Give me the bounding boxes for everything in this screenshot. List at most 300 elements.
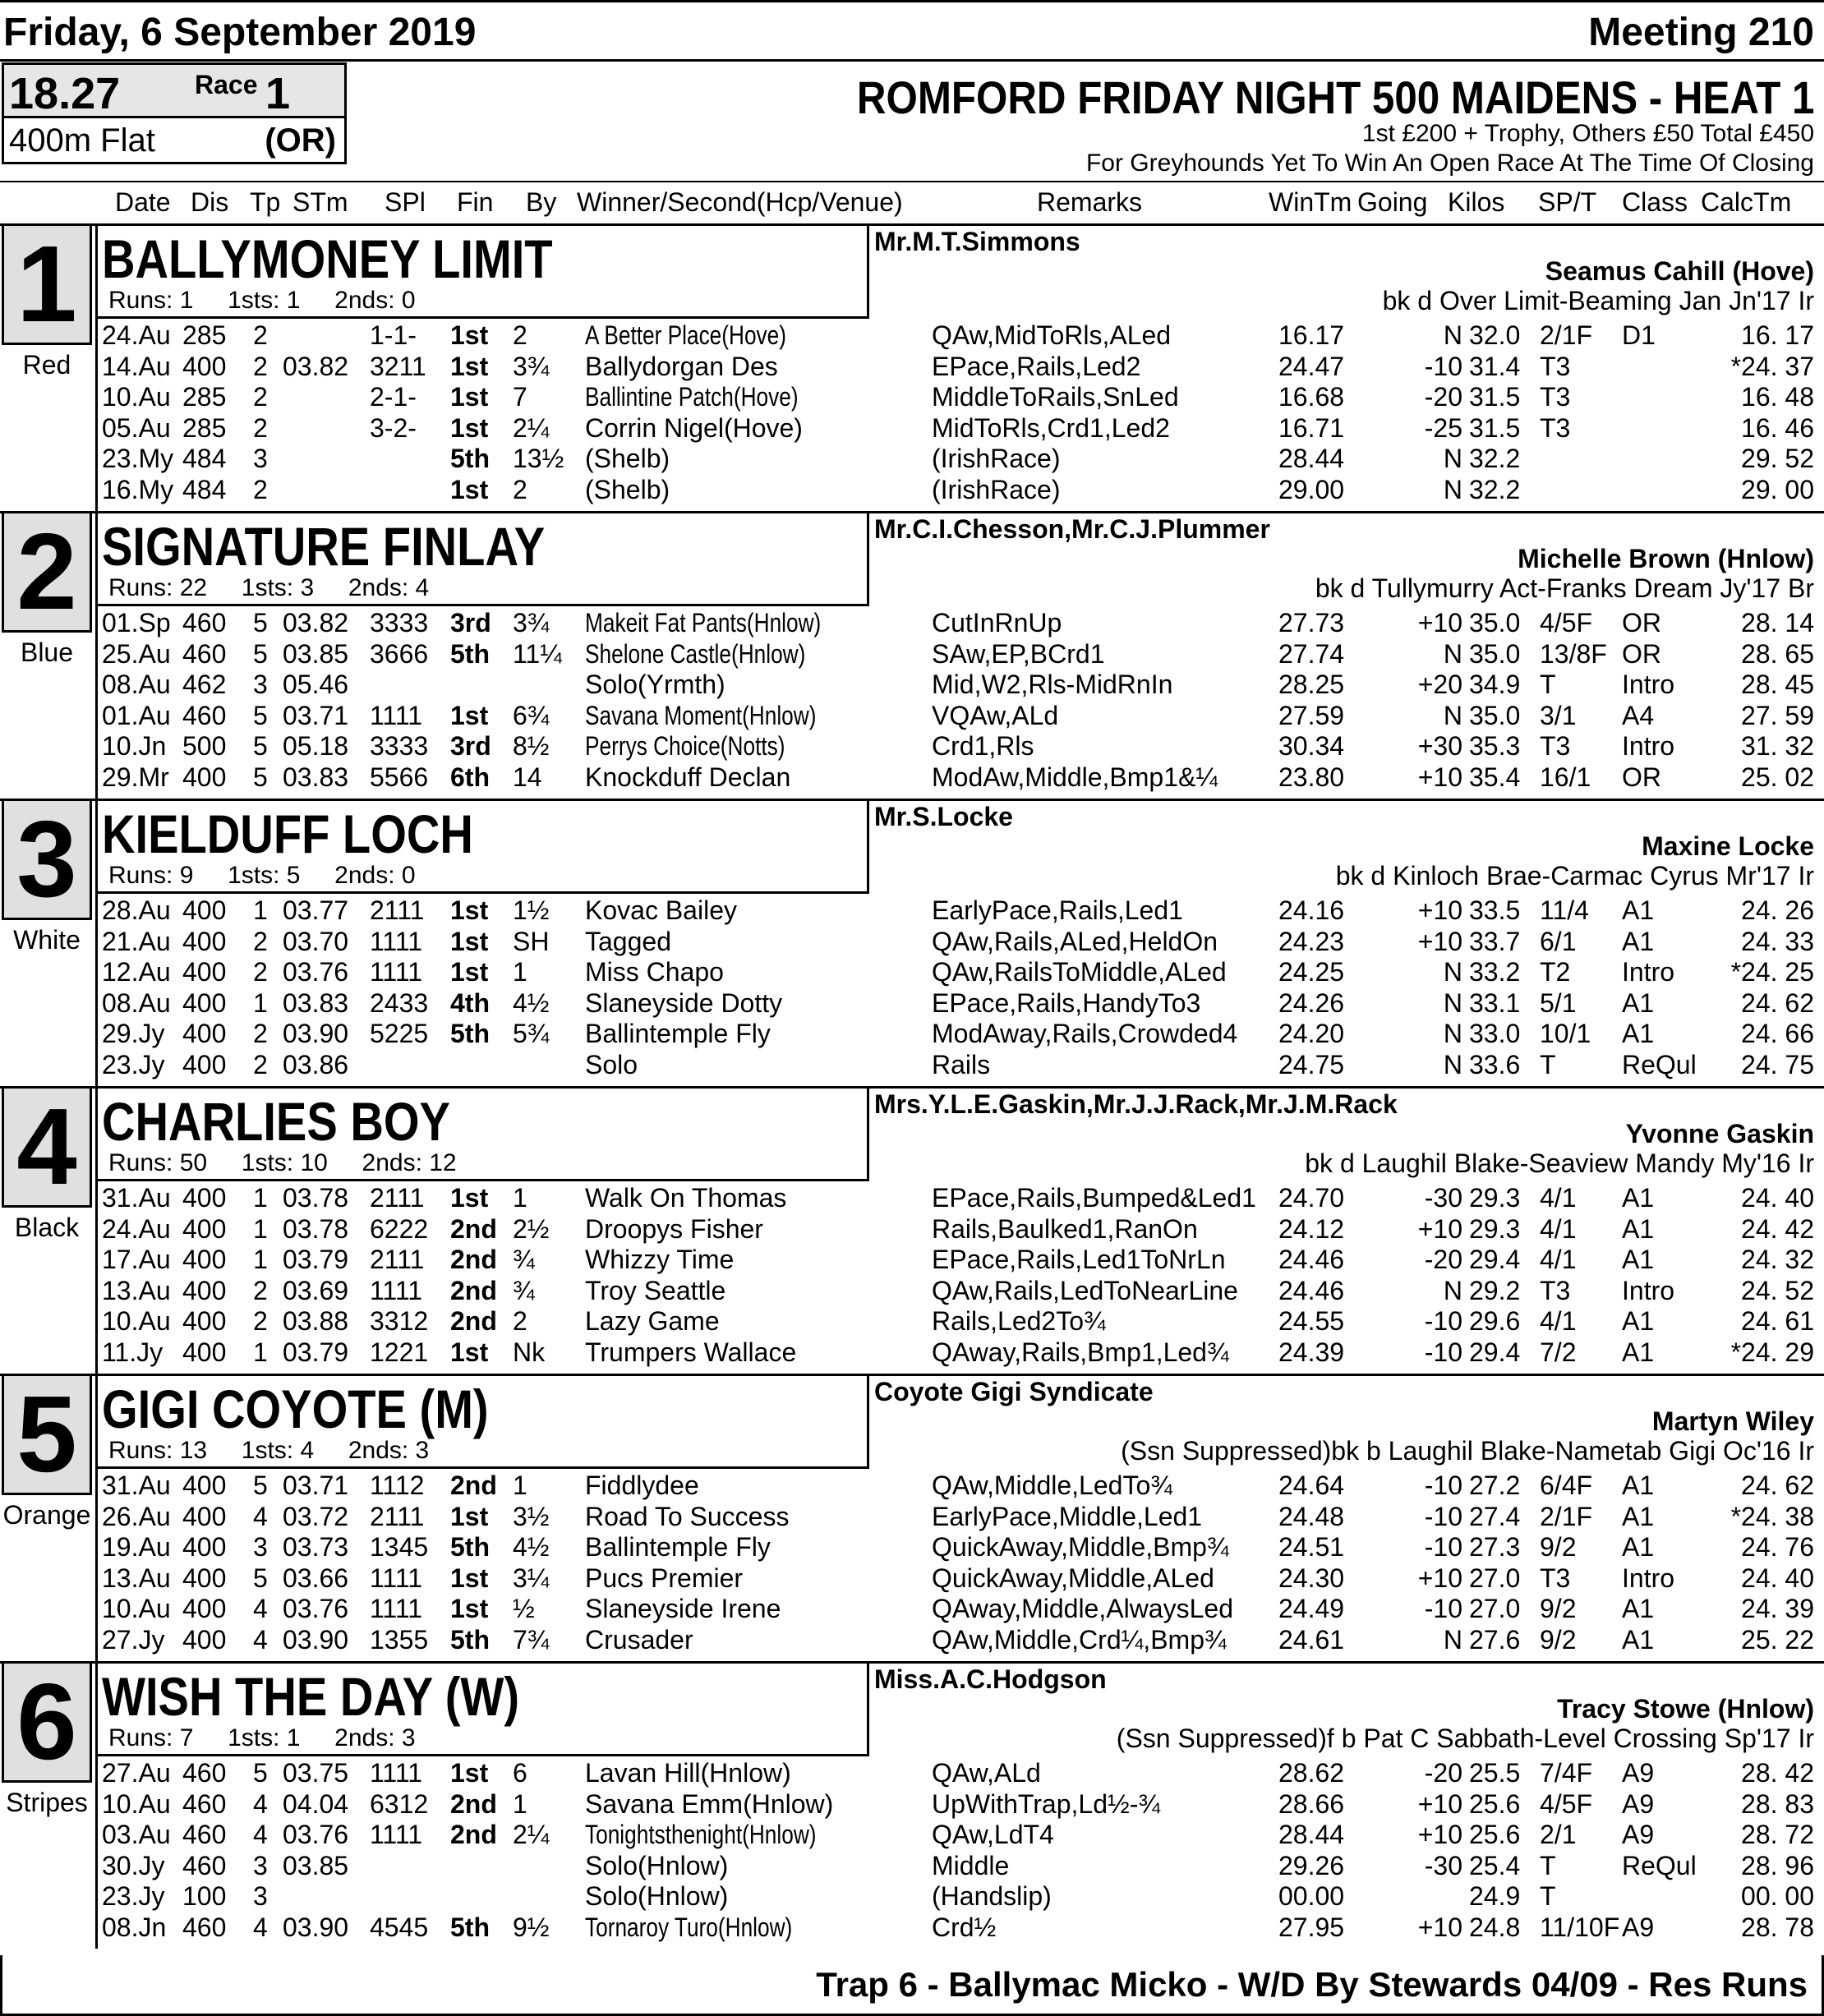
form-tp: 2	[253, 382, 268, 412]
form-date: 08.Au	[102, 987, 171, 1018]
form-remarks: MiddleToRails,SnLed	[932, 382, 1179, 412]
form-stm: 03.72	[283, 1501, 349, 1531]
race-label: Race	[195, 70, 258, 99]
dog-record	[108, 1149, 457, 1177]
col-calctm: CalcTm	[1701, 187, 1792, 217]
col-remarks: Remarks	[1037, 187, 1143, 217]
form-fin: 2nd	[450, 1213, 497, 1244]
form-calc: 25. 02	[1741, 762, 1814, 792]
form-by: 2¼	[513, 1820, 550, 1849]
form-wintm: 24.55	[1278, 1306, 1345, 1336]
form-calc: 24. 39	[1741, 1594, 1814, 1623]
form-wintm: 27.95	[1278, 1912, 1345, 1942]
form-by: ¾	[513, 1245, 535, 1274]
form-sp: 5/1	[1540, 987, 1577, 1018]
form-cls: A1	[1622, 1501, 1655, 1531]
form-going: -20	[1424, 1758, 1462, 1788]
form-spl: 1111	[370, 1594, 423, 1623]
form-going: -10	[1424, 1501, 1462, 1531]
form-tp: 5	[253, 700, 268, 730]
form-spl: 3666	[370, 638, 429, 669]
form-remarks: QuickAway,Middle,ALed	[932, 1563, 1214, 1593]
form-going: N	[1443, 1019, 1462, 1048]
form-fin: 1st	[450, 382, 489, 412]
form-fin: 1st	[450, 351, 489, 381]
form-fin: 1st	[450, 1337, 489, 1367]
form-cls: Intro	[1622, 670, 1675, 699]
form-calc: 24. 40	[1741, 1183, 1814, 1213]
form-sp: 4/5F	[1540, 1788, 1593, 1819]
form-dis: 460	[182, 1788, 227, 1819]
form-wintm: 24.61	[1278, 1624, 1345, 1655]
form-calc: 16. 46	[1741, 412, 1814, 443]
form-remarks: CutInRnUp	[932, 608, 1062, 637]
form-calc: *24. 38	[1730, 1501, 1814, 1531]
form-tp: 5	[253, 1471, 268, 1500]
form-kilos: 33.6	[1469, 1049, 1521, 1079]
form-dis: 400	[182, 1183, 227, 1213]
form-kilos: 32.2	[1469, 444, 1521, 473]
form-wintm: 28.44	[1278, 444, 1345, 473]
top-border	[0, 0, 1824, 2]
form-winner: Shelone Castle(Hnlow)	[585, 638, 806, 669]
dog-owner: Mr.C.I.Chesson,Mr.C.J.Plummer	[874, 514, 1270, 544]
form-tp: 2	[253, 1306, 268, 1336]
form-going: +10	[1417, 1788, 1462, 1819]
form-cls: OR	[1622, 638, 1661, 669]
form-remarks: ModAway,Rails,Crowded4	[932, 1019, 1238, 1048]
form-remarks: Middle	[932, 1850, 1010, 1880]
dog-owner: Miss.A.C.Hodgson	[874, 1664, 1107, 1694]
form-calc: 24. 52	[1741, 1275, 1814, 1305]
form-cls: A9	[1622, 1788, 1655, 1819]
form-dis: 460	[182, 700, 227, 730]
form-going: +10	[1417, 926, 1462, 956]
form-spl: 1-1-	[370, 320, 417, 350]
form-wintm: 24.46	[1278, 1275, 1345, 1305]
form-dis: 285	[182, 382, 227, 412]
form-winner: Crusader	[585, 1624, 693, 1655]
form-stm: 03.90	[283, 1019, 349, 1048]
form-going: +10	[1417, 1213, 1462, 1244]
form-dis: 400	[182, 1501, 227, 1531]
form-by: 6¾	[513, 700, 550, 730]
form-calc: 24. 61	[1741, 1306, 1814, 1336]
trap-colour: Blue	[20, 637, 74, 667]
meeting-number: Meeting 210	[1588, 11, 1814, 54]
form-fin: 1st	[450, 320, 489, 350]
header-divider	[0, 59, 1824, 62]
form-date: 27.Au	[102, 1758, 171, 1788]
runs-count: Runs: 9	[108, 862, 194, 889]
form-tp: 2	[253, 926, 268, 956]
form-stm: 03.82	[283, 351, 349, 381]
form-stm: 03.66	[283, 1563, 349, 1593]
form-going: N	[1443, 444, 1462, 473]
form-remarks: SAw,EP,BCrd1	[932, 638, 1105, 669]
form-kilos: 25.4	[1469, 1850, 1521, 1880]
form-by: 6	[513, 1758, 527, 1788]
form-cls: A1	[1622, 895, 1655, 925]
firsts-count: 1sts: 1	[228, 1724, 301, 1751]
form-date: 29.Jy	[102, 1019, 165, 1048]
form-cls: ReQul	[1622, 1049, 1697, 1079]
form-calc: 00. 00	[1741, 1881, 1814, 1911]
form-dis: 400	[182, 762, 227, 792]
form-date: 17.Au	[102, 1245, 171, 1274]
form-fin: 2nd	[450, 1788, 497, 1819]
form-wintm: 24.25	[1278, 957, 1345, 987]
form-going: +20	[1417, 670, 1462, 699]
form-winner: Solo(Hnlow)	[585, 1850, 729, 1880]
form-dis: 460	[182, 1820, 227, 1849]
form-sp: 6/1	[1540, 926, 1577, 956]
form-fin: 1st	[450, 926, 489, 956]
form-remarks: EarlyPace,Rails,Led1	[932, 895, 1183, 925]
form-by: 1½	[513, 895, 550, 925]
form-date: 08.Au	[102, 670, 171, 699]
dog-owner: Mr.S.Locke	[874, 802, 1013, 831]
form-date: 10.Au	[102, 1594, 171, 1623]
form-winner: Ballintine Patch(Hove)	[585, 382, 799, 412]
form-date: 21.Au	[102, 926, 171, 956]
dog-name-box	[97, 1661, 869, 1756]
form-stm: 03.78	[283, 1183, 349, 1213]
race-info-box	[2, 62, 347, 164]
form-calc: 24. 33	[1741, 926, 1814, 956]
form-by: 3¾	[513, 608, 550, 637]
dog-name: KIELDUFF LOCH	[102, 803, 473, 864]
form-fin: 4th	[450, 987, 490, 1018]
footer-note: Trap 6 - Ballymac Micko - W/D By Stewards 04/09 - Res Runs	[816, 1965, 1808, 2004]
form-by: 1	[513, 1471, 527, 1500]
dog-trainer: Yvonne Gaskin	[1625, 1119, 1814, 1148]
form-winner: Droopys Fisher	[585, 1213, 763, 1244]
form-spl: 1221	[370, 1337, 429, 1367]
dog-name: SIGNATURE FINLAY	[102, 516, 546, 577]
form-sp: T3	[1540, 731, 1571, 761]
form-going: -10	[1424, 1532, 1462, 1562]
form-wintm: 27.73	[1278, 608, 1345, 637]
firsts-count: 1sts: 10	[241, 1149, 328, 1176]
form-fin: 5th	[450, 1624, 490, 1655]
form-winner: Slaneyside Dotty	[585, 987, 783, 1018]
form-remarks: Crd½	[932, 1912, 997, 1942]
form-going: N	[1443, 474, 1462, 504]
form-calc: 28. 96	[1741, 1850, 1814, 1880]
form-dis: 400	[182, 1245, 227, 1274]
form-going: +10	[1417, 1912, 1462, 1942]
form-date: 24.Au	[102, 320, 171, 350]
form-sp: 7/2	[1540, 1337, 1577, 1367]
dog-name: WISH THE DAY (W)	[102, 1666, 520, 1727]
form-remarks: EPace,Rails,Led2	[932, 351, 1141, 381]
firsts-count: 1sts: 4	[241, 1437, 315, 1464]
form-cls: A1	[1622, 1245, 1655, 1274]
col-dis: Dis	[191, 187, 229, 217]
form-fin: 5th	[450, 638, 490, 669]
form-remarks: EarlyPace,Middle,Led1	[932, 1501, 1203, 1531]
form-dis: 460	[182, 638, 227, 669]
form-winner: Savana Emm(Hnlow)	[585, 1788, 834, 1819]
form-kilos: 27.6	[1469, 1624, 1521, 1655]
form-wintm: 24.51	[1278, 1532, 1345, 1562]
form-going: +10	[1417, 1820, 1462, 1849]
form-by: 13½	[513, 444, 564, 473]
form-stm: 03.75	[283, 1758, 349, 1788]
form-tp: 1	[253, 1337, 268, 1367]
form-stm: 03.83	[283, 762, 349, 792]
form-stm: 04.04	[283, 1788, 349, 1819]
form-winner: Solo(Yrmth)	[585, 670, 725, 699]
form-kilos: 29.3	[1469, 1183, 1521, 1213]
dog-name-box	[97, 799, 869, 894]
form-cls: A1	[1622, 1624, 1655, 1655]
form-spl: 6312	[370, 1788, 429, 1819]
form-fin: 1st	[450, 412, 489, 443]
form-dis: 400	[182, 1624, 227, 1655]
dog-trainer: Michelle Brown (Hnlow)	[1518, 544, 1814, 573]
form-going: N	[1443, 638, 1462, 669]
form-winner: Solo	[585, 1049, 638, 1079]
form-sp: 9/2	[1540, 1594, 1577, 1623]
form-tp: 4	[253, 1624, 268, 1655]
form-fin: 1st	[450, 1758, 489, 1788]
form-tp: 2	[253, 957, 268, 987]
form-winner: Troy Seattle	[585, 1275, 726, 1305]
form-remarks: EPace,Rails,Bumped&Led1	[932, 1183, 1256, 1213]
dog-owner: Mrs.Y.L.E.Gaskin,Mr.J.J.Rack,Mr.J.M.Rack	[874, 1089, 1398, 1119]
form-dis: 484	[182, 474, 227, 504]
form-stm: 05.18	[283, 731, 349, 761]
form-kilos: 31.5	[1469, 382, 1521, 412]
form-kilos: 27.4	[1469, 1501, 1521, 1531]
form-wintm: 24.75	[1278, 1049, 1345, 1079]
dog-name-box	[97, 511, 869, 606]
form-date: 16.My	[102, 474, 174, 504]
form-stm: 03.76	[283, 1594, 349, 1623]
form-sp: T	[1540, 1881, 1556, 1911]
form-calc: 24. 75	[1741, 1049, 1814, 1079]
form-wintm: 00.00	[1278, 1881, 1345, 1911]
form-kilos: 29.2	[1469, 1275, 1521, 1305]
form-tp: 1	[253, 987, 268, 1018]
form-stm: 03.71	[283, 1471, 349, 1500]
col-class: Class	[1622, 187, 1688, 217]
column-header-divider	[0, 181, 1824, 182]
form-fin: 2nd	[450, 1275, 497, 1305]
form-calc: 29. 00	[1741, 474, 1814, 504]
dog-breeding: (Ssn Suppressed)f b Pat C Sabbath-Level Crossing Sp'17 Ir	[1116, 1724, 1814, 1753]
form-kilos: 33.2	[1469, 957, 1521, 987]
form-by: 7¾	[513, 1624, 550, 1655]
race-number: 1	[265, 69, 291, 118]
form-by: 2¼	[513, 412, 550, 443]
form-sp: T3	[1540, 382, 1571, 412]
form-calc: 31. 32	[1741, 731, 1814, 761]
form-spl: 1345	[370, 1532, 429, 1562]
form-dis: 400	[182, 926, 227, 956]
form-by: 3¾	[513, 351, 550, 381]
dog-name-box	[97, 1374, 869, 1469]
form-wintm: 24.26	[1278, 987, 1345, 1018]
form-dis: 400	[182, 1049, 227, 1079]
form-date: 31.Au	[102, 1471, 171, 1500]
form-wintm: 27.74	[1278, 638, 1345, 669]
form-spl: 2-1-	[370, 382, 417, 412]
form-sp: 9/2	[1540, 1532, 1577, 1562]
form-cls: A1	[1622, 926, 1655, 956]
form-dis: 460	[182, 608, 227, 637]
form-remarks: EPace,Rails,Led1ToNrLn	[932, 1245, 1226, 1274]
form-spl: 1111	[370, 1820, 423, 1849]
race-time-row	[4, 65, 344, 118]
form-sp: 9/2	[1540, 1624, 1577, 1655]
col-spl: SPl	[385, 187, 426, 217]
form-going: -20	[1424, 1245, 1462, 1274]
dog-name: GIGI COYOTE (M)	[102, 1379, 489, 1439]
runner-block	[0, 1374, 1824, 1661]
form-remarks: QAway,Rails,Bmp1,Led¾	[932, 1337, 1229, 1367]
form-winner: Kovac Bailey	[585, 895, 737, 925]
form-calc: 24. 76	[1741, 1532, 1814, 1562]
form-sp: 4/1	[1540, 1245, 1577, 1274]
form-wintm: 24.23	[1278, 926, 1345, 956]
form-stm: 03.78	[283, 1213, 349, 1244]
form-kilos: 35.3	[1469, 731, 1521, 761]
form-spl: 6222	[370, 1213, 429, 1244]
form-cls: Intro	[1622, 1563, 1675, 1593]
form-sp: T	[1540, 1850, 1556, 1880]
form-kilos: 25.6	[1469, 1820, 1521, 1849]
form-sp: T	[1540, 670, 1556, 699]
form-winner: Tornaroy Turo(Hnlow)	[585, 1912, 793, 1942]
form-fin: 1st	[450, 1563, 489, 1593]
form-sp: 6/4F	[1540, 1471, 1593, 1500]
form-date: 05.Au	[102, 412, 171, 443]
seconds-count: 2nds: 0	[334, 862, 416, 889]
form-dis: 500	[182, 731, 227, 761]
form-dis: 400	[182, 1532, 227, 1562]
form-sp: 7/4F	[1540, 1758, 1593, 1788]
form-calc: 16. 48	[1741, 382, 1814, 412]
form-fin: 5th	[450, 1912, 490, 1942]
form-tp: 1	[253, 1183, 268, 1213]
form-sp: 2/1	[1540, 1820, 1577, 1849]
form-wintm: 24.16	[1278, 895, 1345, 925]
form-tp: 1	[253, 1213, 268, 1244]
form-remarks: (Handslip)	[932, 1881, 1052, 1911]
form-tp: 4	[253, 1594, 268, 1623]
dog-record	[108, 862, 416, 890]
form-sp: T3	[1540, 412, 1571, 443]
seconds-count: 2nds: 3	[348, 1437, 430, 1464]
form-cls: A9	[1622, 1912, 1655, 1942]
form-date: 31.Au	[102, 1183, 171, 1213]
trap-box	[2, 1086, 92, 1208]
race-prizes: 1st £200 + Trophy, Others £50 Total £450	[1361, 120, 1814, 147]
form-cls: OR	[1622, 608, 1661, 637]
form-calc: 28. 78	[1741, 1912, 1814, 1942]
form-by: SH	[513, 926, 550, 956]
form-stm: 03.76	[283, 957, 349, 987]
form-dis: 484	[182, 444, 227, 473]
form-going: -10	[1424, 1594, 1462, 1623]
form-remarks: QAw,Rails,ALed,HeldOn	[932, 926, 1218, 956]
form-date: 01.Sp	[102, 608, 171, 637]
form-wintm: 28.44	[1278, 1820, 1345, 1849]
form-winner: Corrin Nigel(Hove)	[585, 412, 803, 443]
form-going: -10	[1424, 351, 1462, 381]
dog-breeding: bk d Laughil Blake-Seaview Mandy My'16 Ir	[1305, 1148, 1814, 1178]
form-wintm: 29.26	[1278, 1850, 1345, 1880]
race-condition: For Greyhounds Yet To Win An Open Race At The Time Of Closing	[1085, 150, 1814, 177]
form-wintm: 24.48	[1278, 1501, 1345, 1531]
form-winner: Ballintemple Fly	[585, 1019, 771, 1048]
form-sp: 2/1F	[1540, 320, 1593, 350]
form-fin: 5th	[450, 1532, 490, 1562]
form-kilos: 29.4	[1469, 1245, 1521, 1274]
dog-record	[108, 574, 429, 602]
form-winner: Fiddlydee	[585, 1471, 699, 1500]
form-kilos: 31.4	[1469, 351, 1521, 381]
form-fin: 1st	[450, 1594, 489, 1623]
col-wintm: WinTm	[1269, 187, 1352, 217]
runs-count: Runs: 50	[108, 1149, 208, 1176]
form-wintm: 30.34	[1278, 731, 1345, 761]
form-by: 5¾	[513, 1019, 550, 1048]
form-remarks: (IrishRace)	[932, 474, 1061, 504]
form-winner: Perrys Choice(Notts)	[585, 731, 785, 761]
form-fin: 2nd	[450, 1471, 497, 1500]
form-wintm: 16.68	[1278, 382, 1345, 412]
dog-breeding: bk d Tullymurry Act-Franks Dream Jy'17 Br	[1315, 573, 1814, 603]
form-date: 23.My	[102, 444, 174, 473]
runner-block	[0, 799, 1824, 1086]
form-dis: 400	[182, 1019, 227, 1048]
form-wintm: 27.59	[1278, 700, 1345, 730]
dog-name-box	[97, 223, 869, 319]
form-date: 10.Jn	[102, 731, 167, 761]
form-date: 25.Au	[102, 638, 171, 669]
form-going: N	[1443, 987, 1462, 1018]
form-date: 10.Au	[102, 1306, 171, 1336]
form-remarks: VQAw,ALd	[932, 700, 1059, 730]
form-dis: 400	[182, 1306, 227, 1336]
form-calc: 28. 72	[1741, 1820, 1814, 1849]
form-kilos: 35.0	[1469, 638, 1521, 669]
form-cls: A1	[1622, 1532, 1655, 1562]
trap-colour: White	[13, 925, 81, 955]
runner-block	[0, 1086, 1824, 1374]
form-remarks: ModAw,Middle,Bmp1&¼	[932, 762, 1218, 792]
form-winner: Makeit Fat Pants(Hnlow)	[585, 608, 822, 637]
form-by: 3¼	[513, 1563, 550, 1593]
form-fin: 5th	[450, 1019, 490, 1048]
form-sp: T3	[1540, 1275, 1571, 1305]
trap-number: 6	[16, 1661, 77, 1782]
form-date: 12.Au	[102, 957, 171, 987]
form-date: 28.Au	[102, 895, 171, 925]
form-sp: 16/1	[1540, 762, 1591, 792]
dog-breeding: bk d Kinloch Brae-Carmac Cyrus Mr'17 Ir	[1335, 861, 1814, 891]
form-date: 11.Jy	[102, 1337, 164, 1367]
form-kilos: 33.5	[1469, 895, 1521, 925]
form-cls: A1	[1622, 1306, 1655, 1336]
form-remarks: QAw,LdT4	[932, 1820, 1054, 1849]
form-winner: Whizzy Time	[585, 1245, 735, 1274]
form-date: 24.Au	[102, 1213, 171, 1244]
